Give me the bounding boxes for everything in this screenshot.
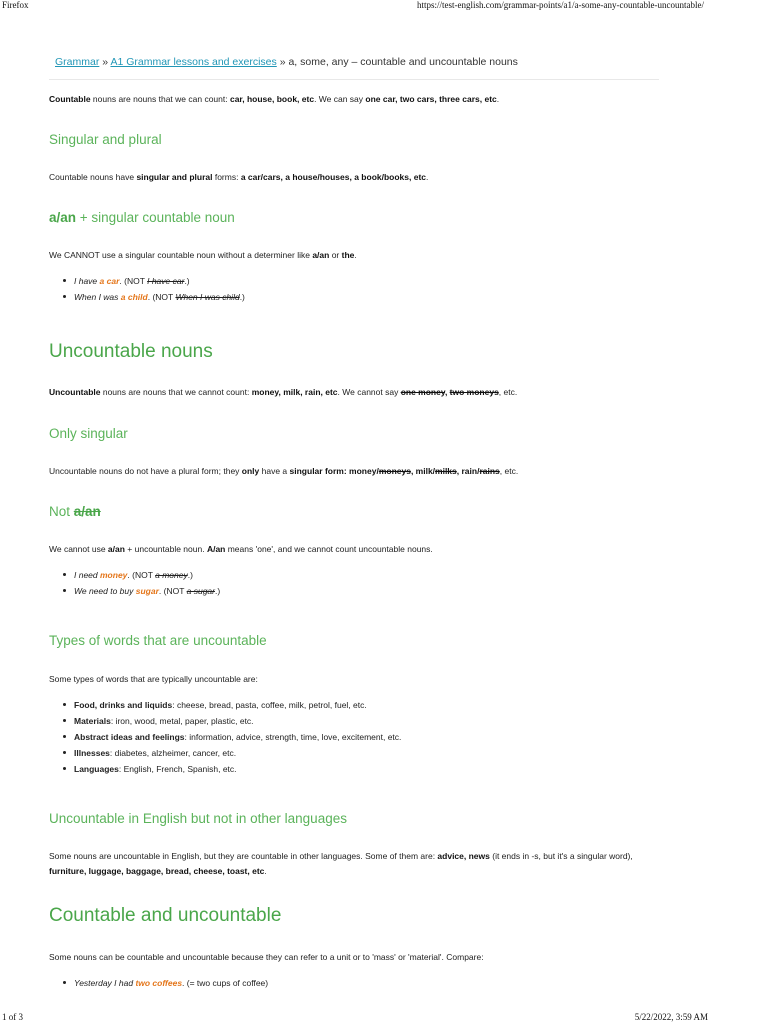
breadcrumb-link-a1-lessons[interactable]: A1 Grammar lessons and exercises bbox=[110, 56, 277, 68]
types-intro-paragraph: Some types of words that are typically uncountable are: bbox=[49, 674, 258, 684]
heading-not-aan: Not a/an bbox=[49, 504, 101, 519]
list-item: Abstract ideas and feelings: information, advice, strength, time, love, excitement, etc. bbox=[63, 729, 401, 745]
list-item: We need to buy sugar. (NOT a sugar.) bbox=[63, 583, 220, 599]
list-item: Yesterday I had two coffees. (= two cups of coffee) bbox=[63, 975, 268, 991]
other-languages-paragraph: Some nouns are uncountable in English, but they are countable in other languages. Some of them are: advice, news (it ends in -s, but it's a singular word), furniture, luggage, baggage, bread, cheese, toast, etc. bbox=[49, 851, 633, 876]
print-header bbox=[0, 0, 768, 12]
heading-aan-singular: a/an + singular countable noun bbox=[49, 210, 235, 225]
breadcrumb bbox=[55, 56, 518, 68]
print-url: https://test-english.com/grammar-points/a1/a-some-any-countable-uncountable/ bbox=[417, 0, 704, 10]
heading-types-uncountable: Types of words that are uncountable bbox=[49, 633, 267, 648]
intro-paragraph: Countable nouns are nouns that we can count: car, house, book, etc. We can say one car, two cars, three cars, etc. bbox=[49, 94, 500, 104]
breadcrumb-separator: » bbox=[276, 56, 289, 68]
not-aan-paragraph: We cannot use a/an + uncountable noun. A/an means 'one', and we cannot count uncountable nouns. bbox=[49, 544, 433, 554]
print-page-number: 1 of 3 bbox=[2, 1012, 23, 1022]
breadcrumb-separator: » bbox=[99, 56, 111, 68]
list-item: I have a car. (NOT I have car.) bbox=[63, 273, 245, 289]
breadcrumb-divider bbox=[49, 79, 659, 80]
list-item: Materials: iron, wood, metal, paper, plastic, etc. bbox=[63, 713, 401, 729]
print-browser-name: Firefox bbox=[2, 0, 29, 10]
breadcrumb-link-grammar[interactable]: Grammar bbox=[55, 56, 100, 68]
countable-uncountable-examples bbox=[63, 975, 268, 991]
list-item: When I was a child. (NOT When I was child.) bbox=[63, 289, 245, 305]
print-datetime: 5/22/2022, 3:59 AM bbox=[634, 1012, 708, 1022]
print-footer bbox=[0, 1012, 768, 1024]
heading-only-singular: Only singular bbox=[49, 426, 128, 441]
list-item: Languages: English, French, Spanish, etc. bbox=[63, 761, 401, 777]
list-item: I need money. (NOT a money.) bbox=[63, 567, 220, 583]
uncountable-paragraph: Uncountable nouns are nouns that we cannot count: money, milk, rain, etc. We cannot say one money, two moneys, etc. bbox=[49, 387, 518, 397]
heading-singular-plural: Singular and plural bbox=[49, 132, 162, 147]
heading-other-languages: Uncountable in English but not in other languages bbox=[49, 811, 347, 826]
heading-uncountable-nouns: Uncountable nouns bbox=[49, 341, 213, 362]
not-aan-examples bbox=[63, 567, 220, 599]
list-item: Food, drinks and liquids: cheese, bread, pasta, coffee, milk, petrol, fuel, etc. bbox=[63, 697, 401, 713]
countable-uncountable-paragraph: Some nouns can be countable and uncountable because they can refer to a unit or to 'mass' or 'material'. Compare: bbox=[49, 952, 484, 962]
aan-singular-paragraph: We CANNOT use a singular countable noun without a determiner like a/an or the. bbox=[49, 250, 357, 260]
types-list bbox=[63, 697, 401, 777]
list-item: Illnesses: diabetes, alzheimer, cancer, etc. bbox=[63, 745, 401, 761]
singular-plural-paragraph: Countable nouns have singular and plural forms: a car/cars, a house/houses, a book/books, etc. bbox=[49, 172, 429, 182]
only-singular-paragraph: Uncountable nouns do not have a plural form; they only have a singular form: money/moneys, milk/milks, rain/rains, etc. bbox=[49, 466, 519, 476]
heading-countable-and-uncountable: Countable and uncountable bbox=[49, 905, 282, 926]
breadcrumb-current: a, some, any – countable and uncountable nouns bbox=[288, 56, 518, 68]
aan-singular-examples bbox=[63, 273, 245, 305]
